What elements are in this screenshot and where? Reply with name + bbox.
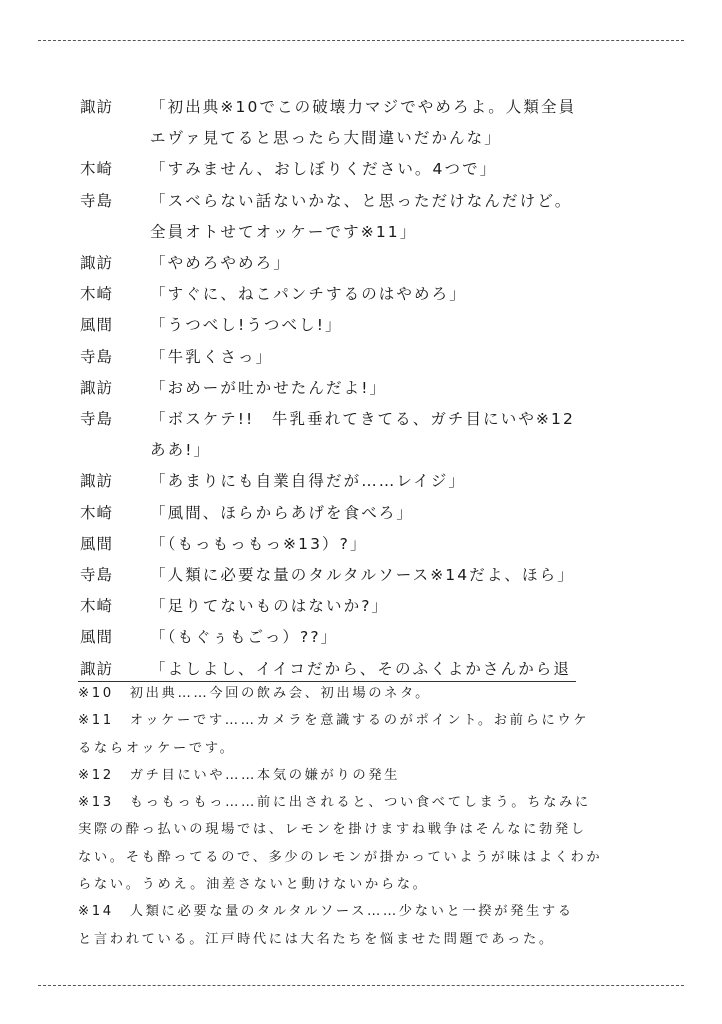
dialogue-line: 全員オトせてオッケーです※11」 [150,222,418,241]
dialogue-row [80,186,580,248]
dialogue-line: 「あまりにも自業自得だが……レイジ」 [150,472,467,491]
dialogue-text [150,591,580,622]
footnote-line: ※13 もっもっもっ……前に出されると、つい食べてしまう。ちなみに [78,795,591,811]
dialogue-text [150,186,580,248]
dialogue-row [80,498,580,529]
dialogue-line: 「すみません、おしぼりください。4つで」 [150,160,498,179]
dialogue-row [80,591,580,622]
dialogue-text [150,498,580,529]
footnote-line: ※12 ガチ目にいや……本気の嫌がりの発生 [78,767,401,783]
dialogue-line: 「うつべし!うつべし!」 [150,316,343,335]
footnote-line: ※10 初出典……今回の飲み会、初出場のネタ。 [78,686,431,701]
dialogue-text [150,404,580,466]
dialogue-line: 「ボスケテ!! 牛乳垂れてきてる、ガチ目にいや※12 [150,410,575,429]
dialogue-line: エヴァ見てると思ったら大間違いだかんな」 [150,129,502,148]
dialogue-text [150,310,580,341]
speaker-name: 諏訪 [80,254,114,273]
dialogue-row [80,92,580,154]
dialogue-line: 「人類に必要な量のタルタルソース※14だよ、ほら」 [150,566,575,585]
dialogue-row [80,279,580,310]
speaker-name: 木崎 [80,160,114,179]
footnote [78,680,578,707]
dialogue-line: 「おめーが吐かせたんだよ!」 [150,378,388,397]
dialogue-line: 「やめろやめろ」 [150,254,291,273]
dialogue-row [80,342,580,373]
dialogue-row [80,622,580,653]
speaker-name: 木崎 [80,503,114,522]
dialogue-row [80,310,580,341]
speaker-name: 諏訪 [80,659,114,678]
dialogue-line: 「すぐに、ねこパンチするのはやめろ」 [150,285,467,304]
dialogue-row [80,154,580,185]
footnote [78,762,578,789]
dialogue-text [150,279,580,310]
dialogue-line: 「よしよし、イイコだから、そのふくよかさんから退 [150,659,572,678]
dialogue-line: 「牛乳くさっ」 [150,347,274,366]
footnote-line: ない。そも酔ってるので、多少のレモンが掛かっていようが味はよくわか [78,849,603,865]
dialogue-row [80,529,580,560]
footnote-line: らない。うめえ。油差さないと動けないからな。 [78,877,429,893]
dialogue-text [150,622,580,653]
speaker-name: 寺島 [80,566,114,585]
dialogue-line: 「（もぐぅもごっ）??」 [150,628,339,647]
speaker-name: 風間 [80,534,114,553]
speaker-name: 寺島 [80,410,114,429]
footnote-line: ※14 人類に必要な量のタルタルソース……少ないと一揆が発生する [78,904,574,920]
footnote-line: 実際の酔っ払いの現場では、レモンを掛けますね戦争はそんなに勃発し [78,822,587,838]
speaker-name: 風間 [80,628,114,647]
speaker-name: 諏訪 [80,378,114,397]
footnote-line: と言われている。江戸時代には大名たちを悩ませた問題であった。 [78,931,555,947]
dialogue-line: 「スベらない話ないかな、と思っただけなんだけど。 [150,191,573,210]
speaker-name: 諏訪 [80,472,114,491]
footnote-line: ※11 オッケーです……カメラを意識するのがポイント。お前らにウケ [78,713,590,729]
footnote [78,789,603,898]
speaker-name: 木崎 [80,285,114,304]
bottom-dashed-border [38,985,684,986]
dialogue-text [150,466,580,497]
dialogue-text [150,529,580,560]
dialogue-row [80,248,580,279]
dialogue-text [150,342,580,373]
dialogue-line: 「足りてないものはないか?」 [150,597,390,616]
speaker-name: 風間 [80,316,114,335]
footnote [78,898,578,953]
dialogue-text [150,154,580,185]
dialogue-line: 「（もっもっもっ※13）?」 [150,534,368,553]
speaker-name: 諏訪 [80,98,114,116]
dialogue-text [150,560,580,591]
footnotes-section [78,680,603,953]
top-dashed-border [38,40,684,41]
dialogue-text [150,92,580,154]
speaker-name: 寺島 [80,347,114,366]
dialogue-line: 「初出典※10でこの破壊力マジでやめろよ。人類全員 [150,98,577,116]
dialogue-text [150,373,580,404]
dialogue-row [80,404,580,466]
dialogue-text [150,248,580,279]
speaker-name: 寺島 [80,191,114,210]
footnote [78,707,590,762]
dialogue-line: ああ!」 [150,441,212,460]
dialogue-row [80,466,580,497]
dialogue-line: 「風間、ほらからあげを食べろ」 [150,503,415,522]
footnote-line: るならオッケーです。 [78,740,236,756]
dialogue-row [80,560,580,591]
dialogue-row [80,373,580,404]
dialogue-section [80,92,580,685]
speaker-name: 木崎 [80,597,114,616]
